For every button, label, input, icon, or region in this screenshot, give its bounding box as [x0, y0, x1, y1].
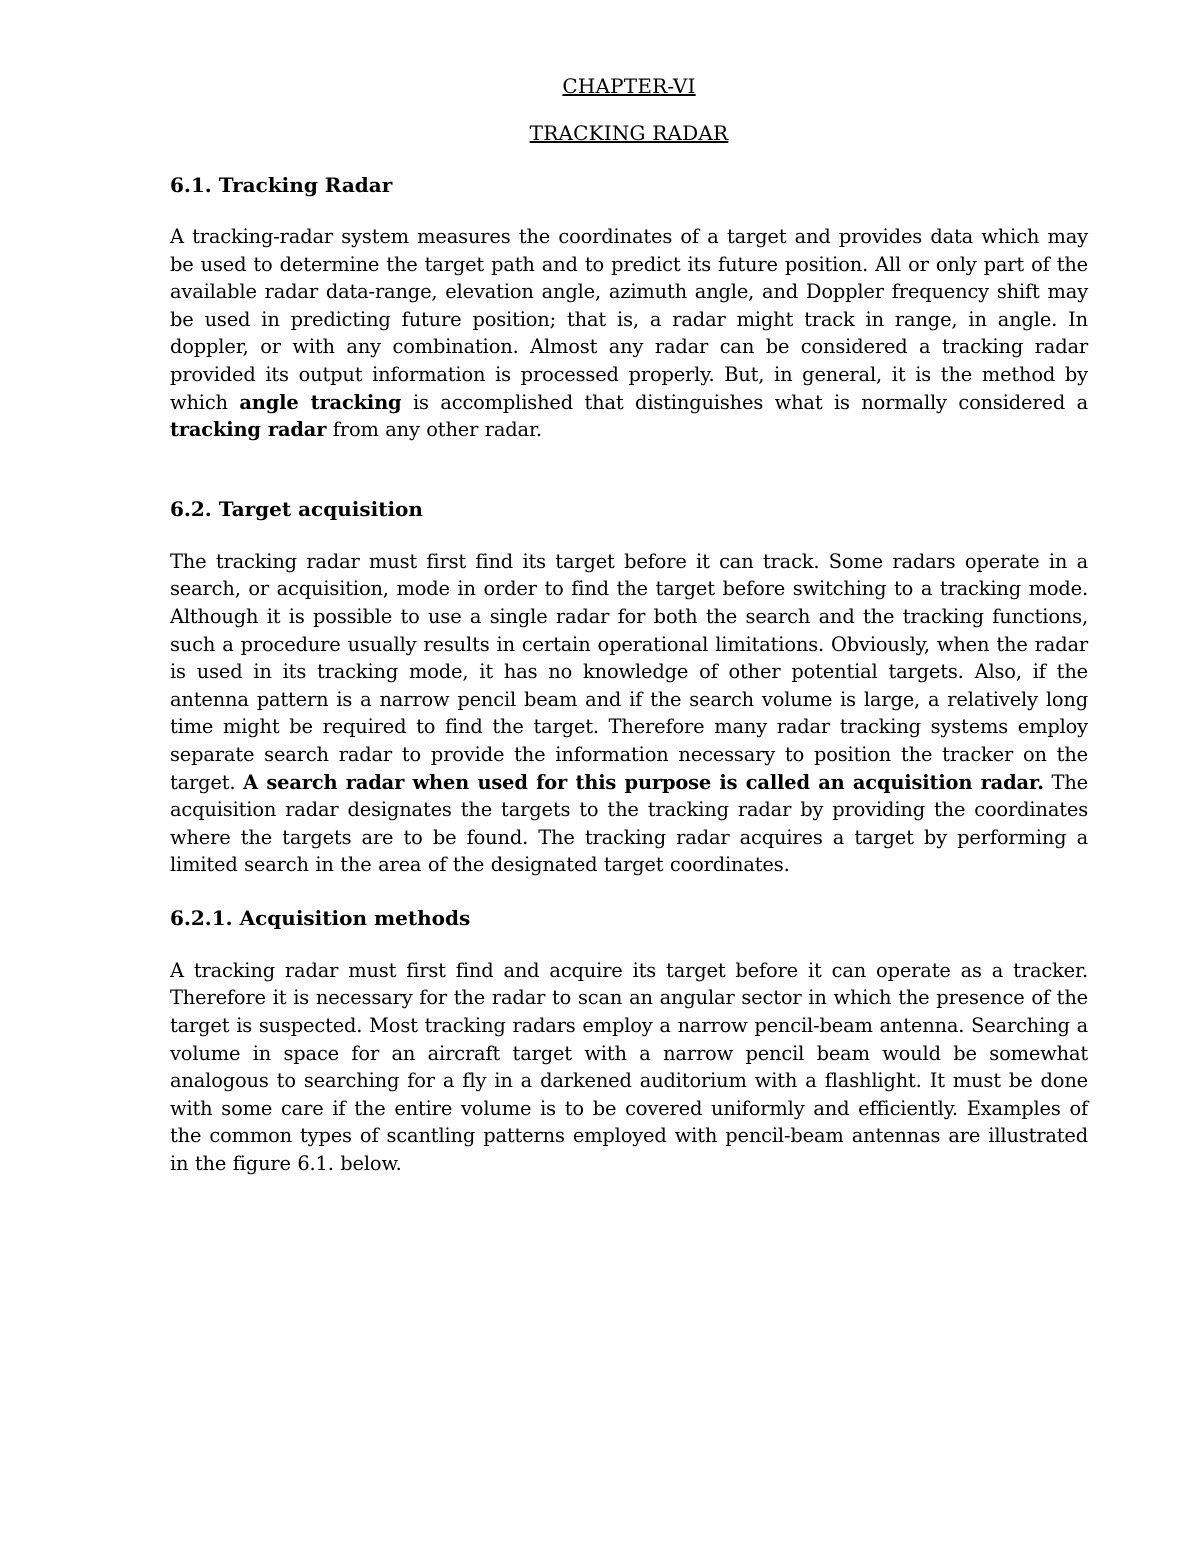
bold-term: angle tracking [239, 390, 402, 414]
paragraph-text: The acquisition radar designates the targets to the tracking radar by providing the coordinates where the targets are to be found. The tracking radar acquires a target by performing a limited search in the area of the designated target coordinates. [170, 770, 1088, 877]
section-heading: 6.2.1. Acquisition methods [170, 905, 471, 930]
paragraph-text: A tracking radar must first find and acquire its target before it can operate as a tracker. Therefore it is necessary for the radar to scan an angular sector in which the presence of the target is suspected. Most tracking radars employ a narrow pencil-beam antenna. Searching a volume in space for an aircraft target with a narrow pencil beam would be somewhat analogous to searching for a fly in a darkened auditorium with a flashlight. It must be done with some care if the entire volume is to be covered uniformly and efficiently. Examples of the common types of scantling patterns employed with pencil-beam antennas are illustrated in the figure 6.1. below. [170, 958, 1088, 1176]
section-heading: 6.2. Target acquisition [170, 496, 423, 521]
section-paragraph [170, 957, 1088, 1178]
paragraph-text: from any other radar. [326, 418, 542, 442]
document-page [170, 70, 1088, 1178]
paragraph-text: is accomplished that distinguishes what is normally considered a [401, 390, 1088, 414]
section-6-2 [170, 497, 1088, 879]
bold-sentence: A search radar when used for this purpose is called an acquisition radar. [243, 770, 1044, 794]
section-paragraph [170, 223, 1088, 444]
section-heading: 6.1. Tracking Radar [170, 173, 393, 197]
section-6-1 [170, 173, 1088, 444]
paragraph-text: A tracking-radar system measures the coordinates of a target and provides data which may be used to determine the target path and to predict its future position. All or only part of the available radar data-range, elevation angle, azimuth angle, and Doppler frequency shift may be used in predicting future position; that is, a radar might track in range, in angle. In doppler, or with any combination. Almost any radar can be considered a tracking radar provided its output information is processed properly. But, in general, it is the method by which [170, 225, 1088, 414]
chapter-number: CHAPTER-VI [562, 74, 696, 98]
chapter-title: TRACKING RADAR [529, 121, 729, 145]
section-paragraph [170, 548, 1088, 879]
section-6-2-1 [170, 906, 1088, 1178]
paragraph-text: The tracking radar must first find its target before it can track. Some radars operate in a search, or acquisition, mode in order to find the target before switching to a tracking mode. Although it is possible to use a single radar for both the search and the tracking functions, such a procedure usually results in certain operational limitations. Obviously, when the radar is used in its tracking mode, it has no knowledge of other potential targets. Also, if the antenna pattern is a narrow pencil beam and if the search volume is large, a relatively long time might be required to find the target. Therefore many radar tracking systems employ separate search radar to provide the information necessary to position the tracker on the target. [170, 549, 1088, 794]
bold-term: tracking radar [170, 418, 327, 442]
